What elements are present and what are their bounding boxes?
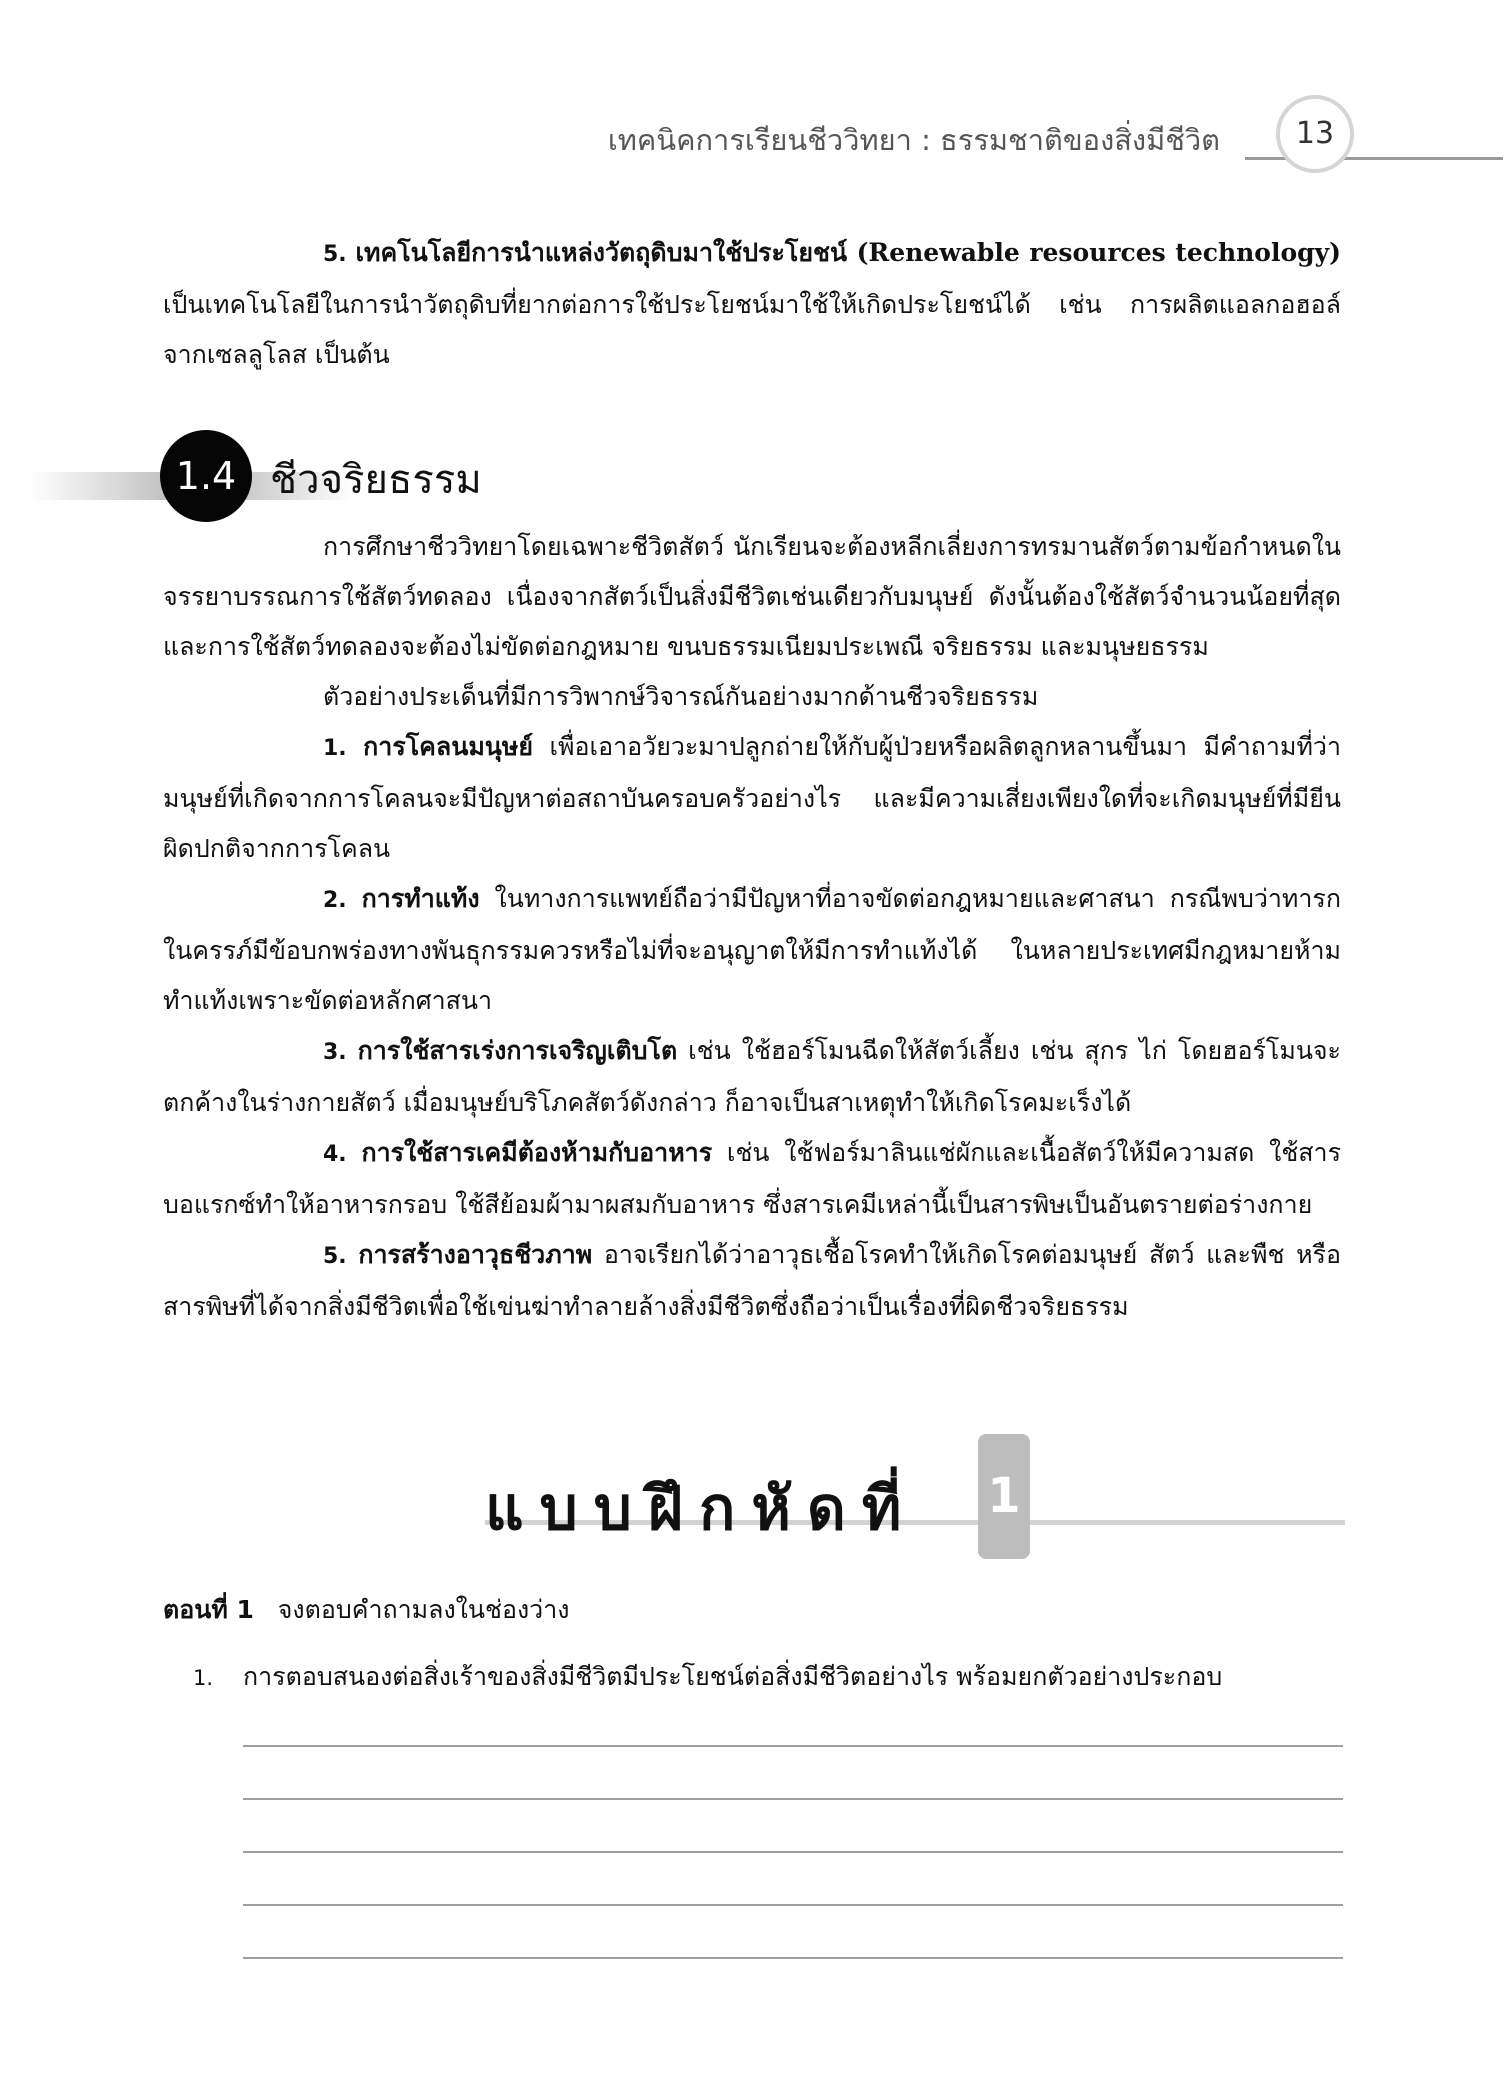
bioethics-body [163, 522, 1341, 1332]
issue-body: เช่น ใช้ฟอร์มาลินแช่ผักและเนื้อสัตว์ให้มีความสด ใช้สารบอแรกซ์ทำให้อาหารกรอบ ใช้สีย้อมผ้ามาผสมกับอาหาร ซึ่งสารเคมีเหล่านี้เป็นสารพิษเป็นอันตรายต่อร่างกาย [163, 1138, 1342, 1219]
exercise-title: แบบฝึกหัดที่ [485, 1474, 918, 1544]
issue-item [163, 874, 1341, 1026]
issue-number: 5. [323, 1244, 347, 1269]
paragraph-intro: การศึกษาชีววิทยาโดยเฉพาะชีวิตสัตว์ นักเรียนจะต้องหลีกเลี่ยงการทรมานสัตว์ตามข้อกำหนดในจรรยาบรรณการใช้สัตว์ทดลอง เนื่องจากสัตว์เป็นสิ่งมีชีวิตเช่นเดียวกับมนุษย์ ดังนั้นต้องใช้สัตว์จำนวนน้อยที่สุด และการใช้สัตว์ทดลองจะต้องไม่ขัดต่อกฎหมาย ขนบธรรมเนียมประเพณี จริยธรรม และมนุษยธรรม [163, 532, 1341, 661]
section-number: 1.4 [160, 430, 252, 522]
question-item [193, 1657, 1222, 1698]
answer-line[interactable] [243, 1851, 1343, 1853]
issue-item [163, 1026, 1341, 1128]
part-instruction: จงตอบคำถามลงในช่องว่าง [277, 1595, 570, 1624]
intro-title: เทคโนโลยีการนำแหล่งวัตถุดิบมาใช้ประโยชน์ (Renewable resources technology) [355, 238, 1341, 267]
issue-number: 2. [323, 888, 347, 913]
issue-title: การทำแท้ง [361, 884, 480, 913]
issue-number: 4. [323, 1142, 347, 1167]
issue-title: การโคลนมนุษย์ [363, 732, 534, 761]
answer-line[interactable] [243, 1745, 1343, 1747]
issue-item [163, 1128, 1341, 1230]
issue-item [163, 722, 1341, 874]
issue-body: เช่น ใช้ฮอร์โมนฉีดให้สัตว์เลี้ยง เช่น สุกร ไก่ โดยฮอร์โมนจะตกค้างในร่างกายสัตว์ เมื่อมนุษย์บริโภคสัตว์ดังกล่าว ก็อาจเป็นสาเหตุทำให้เกิดโรคมะเร็งได้ [163, 1036, 1341, 1117]
issue-title: การใช้สารเร่งการเจริญเติบโต [357, 1036, 678, 1065]
intro-body: เป็นเทคโนโลยีในการนำวัตถุดิบที่ยากต่อการใช้ประโยชน์มาใช้ให้เกิดประโยชน์ได้ เช่น การผลิตแอลกอฮอล์จากเซลลูโลส เป็นต้น [163, 290, 1341, 369]
issue-number: 1. [323, 736, 347, 761]
question-number: 1. [193, 1666, 214, 1690]
answer-line[interactable] [243, 1904, 1343, 1906]
header-title: เทคนิคการเรียนชีววิทยา : ธรรมชาติของสิ่งมีชีวิต [607, 123, 1220, 157]
intro-paragraph [163, 228, 1341, 380]
page-header [0, 95, 1504, 175]
part-label: ตอนที่ 1 [163, 1595, 254, 1624]
section-title: ชีวจริยธรรม [270, 457, 482, 503]
intro-number: 5. [323, 242, 347, 267]
page-number: 13 [1276, 95, 1354, 173]
issue-body: อาจเรียกได้ว่าอาวุธเชื้อโรคทำให้เกิดโรคต่อมนุษย์ สัตว์ และพืช หรือสารพิษที่ได้จากสิ่งมีชีวิตเพื่อใช้เข่นฆ่าทำลายล้างสิ่งมีชีวิตซึ่งถือว่าเป็นเรื่องที่ผิดชีวจริยธรรม [163, 1240, 1342, 1321]
exercise-heading [0, 1425, 1504, 1565]
issue-item [163, 1230, 1341, 1332]
issue-title: การสร้างอาวุธชีวภาพ [358, 1240, 593, 1269]
question-text: การตอบสนองต่อสิ่งเร้าของสิ่งมีชีวิตมีประโยชน์ต่อสิ่งมีชีวิตอย่างไร พร้อมยกตัวอย่างประกอบ [243, 1662, 1223, 1691]
issue-title: การใช้สารเคมีต้องห้ามกับอาหาร [361, 1138, 713, 1167]
exercise-number: 1 [978, 1434, 1030, 1559]
intro-block [163, 228, 1341, 380]
answer-line[interactable] [243, 1798, 1343, 1800]
part-heading [163, 1590, 569, 1630]
issue-body: เพื่อเอาอวัยวะมาปลูกถ่ายให้กับผู้ป่วยหรือผลิตลูกหลานขึ้นมา มีคำถามที่ว่ามนุษย์ที่เกิดจากการโคลนจะมีปัญหาต่อสถาบันครอบครัวอย่างไร และมีความเสี่ยงเพียงใดที่จะเกิดมนุษย์ที่มียีนผิดปกติจากการโคลน [163, 732, 1342, 863]
paragraph-examples-lead: ตัวอย่างประเด็นที่มีการวิพากษ์วิจารณ์กันอย่างมากด้านชีวจริยธรรม [323, 682, 1039, 711]
answer-line[interactable] [243, 1957, 1343, 1959]
issue-body: ในทางการแพทย์ถือว่ามีปัญหาที่อาจขัดต่อกฎหมายและศาสนา กรณีพบว่าทารกในครรภ์มีข้อบกพร่องทางพันธุกรรมควรหรือไม่ที่จะอนุญาตให้มีการทำแท้งได้ ในหลายประเทศมีกฎหมายห้ามทำแท้งเพราะขัดต่อหลักศาสนา [163, 884, 1341, 1015]
section-heading [0, 425, 700, 525]
issue-number: 3. [323, 1040, 347, 1065]
